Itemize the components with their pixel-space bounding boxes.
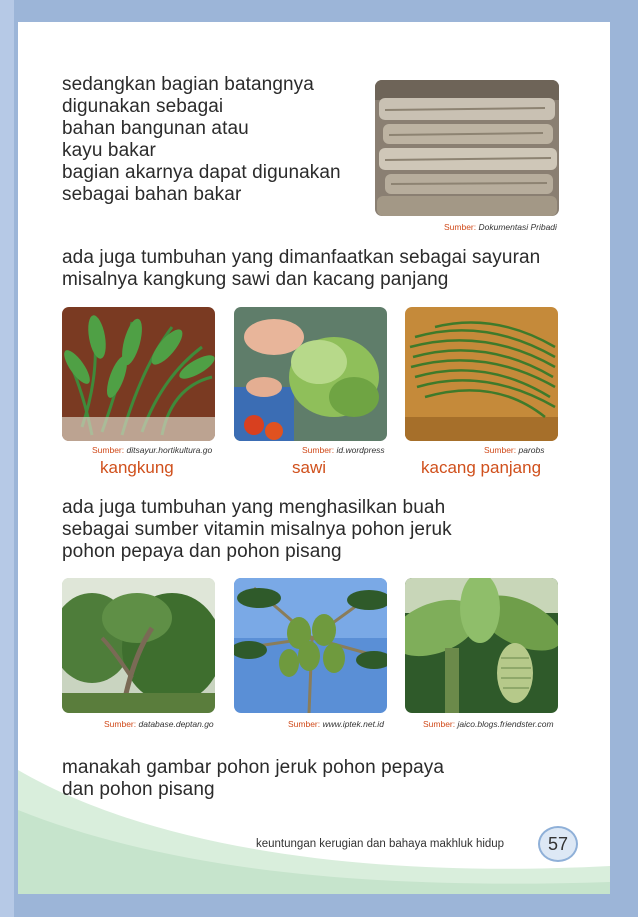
intro-line: sebagai bahan bakar: [62, 184, 242, 205]
kacang-panjang-photo: [405, 307, 558, 441]
kacang-panjang-source: Sumber: parobs: [484, 445, 545, 455]
page-number: 57: [538, 826, 578, 862]
wood-logs-photo: [375, 80, 559, 216]
intro-line: digunakan sebagai: [62, 96, 224, 117]
jeruk-source: Sumber: database.deptan.go: [104, 719, 214, 729]
pisang-source: Sumber: jaico.blogs.friendster.com: [423, 719, 554, 729]
kangkung-caption: kangkung: [100, 458, 174, 477]
pepaya-source: Sumber: www.iptek.net.id: [288, 719, 384, 729]
kangkung-photo: [62, 307, 215, 441]
sawi-photo: [234, 307, 387, 441]
kacang-panjang-caption: kacang panjang: [421, 458, 542, 477]
fruits-line: sebagai sumber vitamin misalnya pohon jeruk: [62, 519, 452, 540]
intro-line: bahan bangunan atau: [62, 118, 249, 139]
intro-photo-source: Sumber: Dokumentasi Pribadi: [444, 222, 557, 232]
left-page-edge: [0, 0, 14, 917]
intro-line: bagian akarnya dapat digunakan: [62, 162, 341, 183]
chapter-title: keuntungan kerugian dan bahaya makhluk hidup: [256, 838, 505, 850]
jeruk-tree-photo: [62, 578, 215, 713]
question-line: dan pohon pisang: [62, 779, 215, 800]
vegetables-text: [62, 247, 540, 291]
question-text: [62, 757, 444, 801]
intro-line: kayu bakar: [62, 140, 156, 161]
sawi-source: Sumber: id.wordpress: [302, 445, 385, 455]
vegetables-line: misalnya kangkung sawi dan kacang panjang: [62, 269, 449, 290]
question-line: manakah gambar pohon jeruk pohon pepaya: [62, 757, 445, 778]
fruits-line: ada juga tumbuhan yang menghasilkan buah: [62, 497, 446, 518]
intro-line: sedangkan bagian batangnya: [62, 74, 314, 95]
pisang-tree-photo: [405, 578, 558, 713]
sawi-caption: sawi: [292, 458, 327, 477]
intro-text: [62, 74, 341, 206]
pepaya-tree-photo: [234, 578, 387, 713]
kangkung-source: Sumber: ditsayur.hortikultura.go: [92, 445, 213, 455]
fruits-text: [62, 497, 452, 563]
vegetables-line: ada juga tumbuhan yang dimanfaatkan sebagai sayuran: [62, 247, 541, 268]
fruits-line: pohon pepaya dan pohon pisang: [62, 541, 342, 562]
